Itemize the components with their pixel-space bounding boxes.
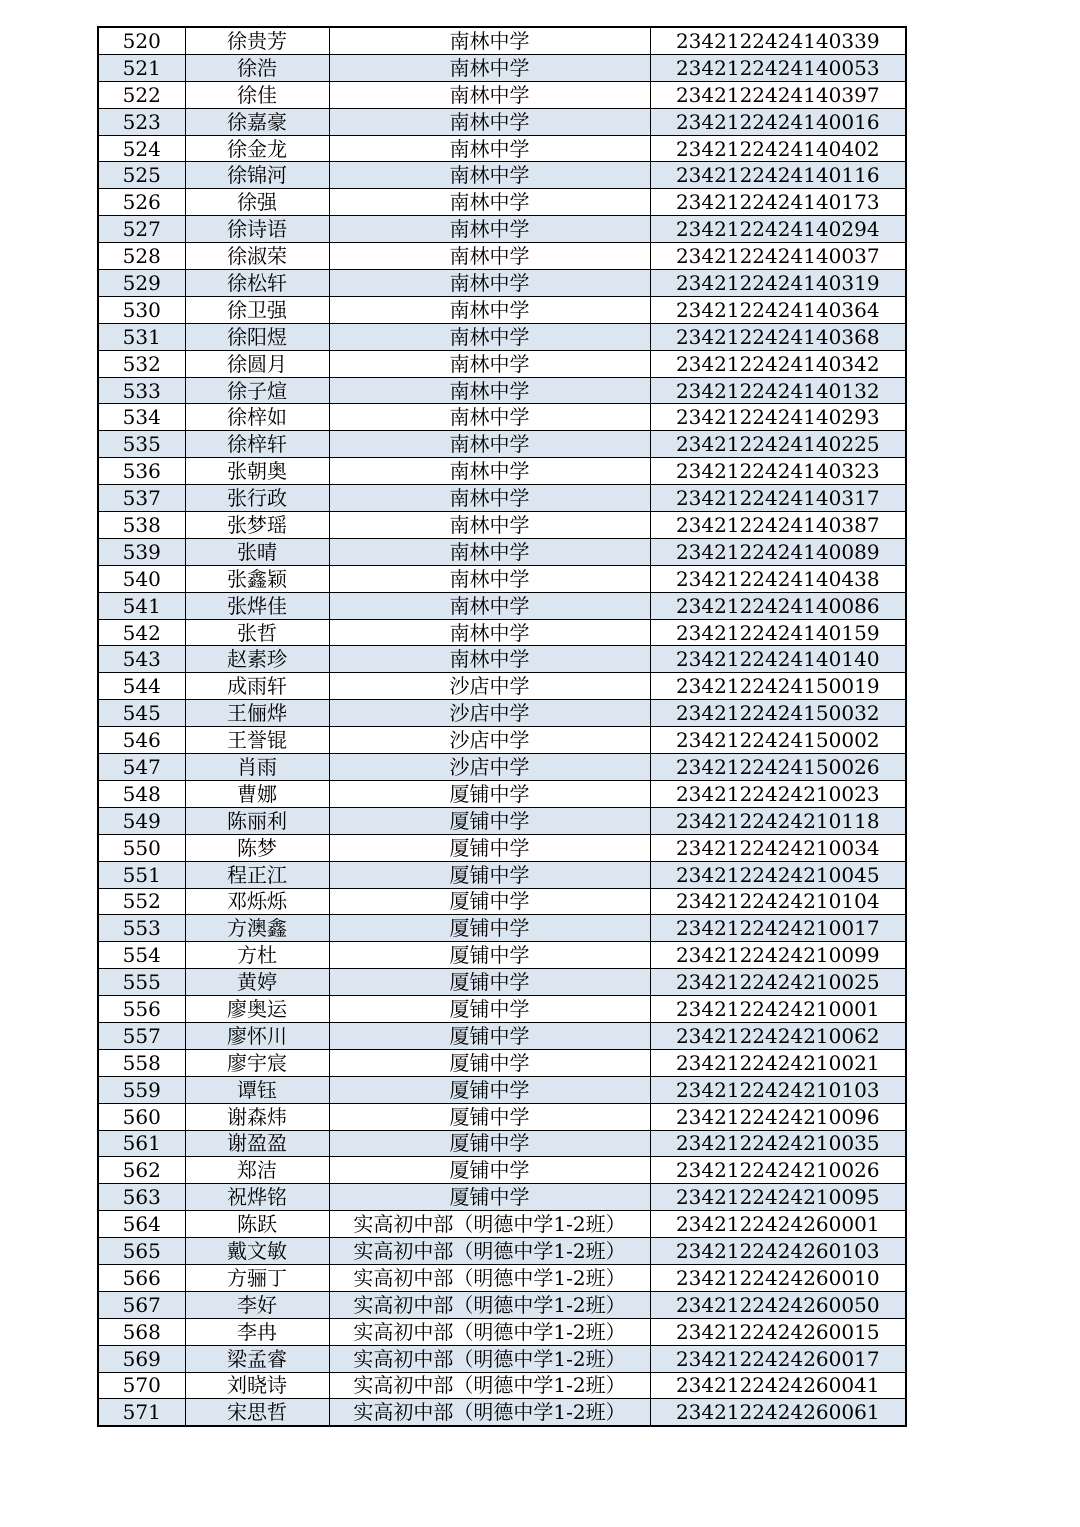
cell-exam-id: 2342122424150019 bbox=[650, 673, 906, 700]
cell-school: 南林中学 bbox=[329, 565, 650, 592]
cell-number: 561 bbox=[98, 1130, 185, 1157]
cell-number: 538 bbox=[98, 512, 185, 539]
cell-name: 曹娜 bbox=[185, 780, 329, 807]
cell-school: 厦铺中学 bbox=[329, 1076, 650, 1103]
cell-exam-id: 2342122424260103 bbox=[650, 1238, 906, 1265]
table-row bbox=[98, 996, 906, 1023]
cell-number: 533 bbox=[98, 377, 185, 404]
cell-number: 568 bbox=[98, 1318, 185, 1345]
cell-exam-id: 2342122424140339 bbox=[650, 27, 906, 54]
cell-name: 刘晓诗 bbox=[185, 1372, 329, 1399]
cell-exam-id: 2342122424260017 bbox=[650, 1345, 906, 1372]
table-row bbox=[98, 108, 906, 135]
cell-school: 厦铺中学 bbox=[329, 780, 650, 807]
table-row bbox=[98, 1238, 906, 1265]
cell-number: 560 bbox=[98, 1103, 185, 1130]
cell-number: 544 bbox=[98, 673, 185, 700]
cell-exam-id: 2342122424140317 bbox=[650, 485, 906, 512]
table-row bbox=[98, 135, 906, 162]
cell-name: 徐梓如 bbox=[185, 404, 329, 431]
cell-school: 厦铺中学 bbox=[329, 996, 650, 1023]
cell-name: 肖雨 bbox=[185, 754, 329, 781]
cell-name: 王俪烨 bbox=[185, 700, 329, 727]
cell-number: 557 bbox=[98, 1022, 185, 1049]
table-row bbox=[98, 189, 906, 216]
cell-name: 徐嘉豪 bbox=[185, 108, 329, 135]
cell-name: 陈跃 bbox=[185, 1211, 329, 1238]
cell-number: 524 bbox=[98, 135, 185, 162]
cell-number: 549 bbox=[98, 807, 185, 834]
table-row bbox=[98, 646, 906, 673]
cell-number: 548 bbox=[98, 780, 185, 807]
table-row bbox=[98, 54, 906, 81]
cell-name: 张烨佳 bbox=[185, 592, 329, 619]
cell-exam-id: 2342122424140319 bbox=[650, 270, 906, 297]
table-row bbox=[98, 565, 906, 592]
table-row bbox=[98, 1157, 906, 1184]
cell-school: 实高初中部（明德中学1-2班） bbox=[329, 1291, 650, 1318]
cell-name: 徐诗语 bbox=[185, 216, 329, 243]
table-row bbox=[98, 377, 906, 404]
cell-school: 南林中学 bbox=[329, 538, 650, 565]
cell-name: 张行政 bbox=[185, 485, 329, 512]
cell-exam-id: 2342122424140140 bbox=[650, 646, 906, 673]
cell-exam-id: 2342122424260061 bbox=[650, 1399, 906, 1426]
cell-school: 厦铺中学 bbox=[329, 834, 650, 861]
table-row bbox=[98, 323, 906, 350]
cell-number: 569 bbox=[98, 1345, 185, 1372]
cell-number: 543 bbox=[98, 646, 185, 673]
cell-school: 南林中学 bbox=[329, 485, 650, 512]
table-row bbox=[98, 1211, 906, 1238]
cell-exam-id: 2342122424210104 bbox=[650, 888, 906, 915]
cell-name: 黄婷 bbox=[185, 969, 329, 996]
cell-exam-id: 2342122424210001 bbox=[650, 996, 906, 1023]
cell-number: 534 bbox=[98, 404, 185, 431]
cell-number: 531 bbox=[98, 323, 185, 350]
cell-school: 南林中学 bbox=[329, 189, 650, 216]
cell-number: 540 bbox=[98, 565, 185, 592]
table-row bbox=[98, 1318, 906, 1345]
cell-school: 南林中学 bbox=[329, 592, 650, 619]
cell-school: 南林中学 bbox=[329, 216, 650, 243]
cell-school: 实高初中部（明德中学1-2班） bbox=[329, 1264, 650, 1291]
cell-number: 526 bbox=[98, 189, 185, 216]
cell-exam-id: 2342122424210095 bbox=[650, 1184, 906, 1211]
cell-number: 545 bbox=[98, 700, 185, 727]
cell-name: 谭钰 bbox=[185, 1076, 329, 1103]
cell-exam-id: 2342122424140159 bbox=[650, 619, 906, 646]
cell-school: 南林中学 bbox=[329, 270, 650, 297]
table-row bbox=[98, 780, 906, 807]
cell-name: 谢盈盈 bbox=[185, 1130, 329, 1157]
cell-number: 523 bbox=[98, 108, 185, 135]
table-row bbox=[98, 431, 906, 458]
cell-number: 520 bbox=[98, 27, 185, 54]
cell-name: 程正江 bbox=[185, 861, 329, 888]
cell-school: 沙店中学 bbox=[329, 673, 650, 700]
cell-exam-id: 2342122424210099 bbox=[650, 942, 906, 969]
cell-exam-id: 2342122424210118 bbox=[650, 807, 906, 834]
cell-exam-id: 2342122424210017 bbox=[650, 915, 906, 942]
table-row bbox=[98, 512, 906, 539]
table-row bbox=[98, 1103, 906, 1130]
cell-number: 563 bbox=[98, 1184, 185, 1211]
cell-exam-id: 2342122424210025 bbox=[650, 969, 906, 996]
table-row bbox=[98, 350, 906, 377]
cell-number: 570 bbox=[98, 1372, 185, 1399]
cell-name: 陈梦 bbox=[185, 834, 329, 861]
cell-name: 张梦瑶 bbox=[185, 512, 329, 539]
cell-school: 厦铺中学 bbox=[329, 1184, 650, 1211]
cell-school: 南林中学 bbox=[329, 135, 650, 162]
cell-school: 南林中学 bbox=[329, 377, 650, 404]
cell-exam-id: 2342122424210103 bbox=[650, 1076, 906, 1103]
cell-name: 方杜 bbox=[185, 942, 329, 969]
cell-number: 555 bbox=[98, 969, 185, 996]
table-row bbox=[98, 485, 906, 512]
cell-number: 558 bbox=[98, 1049, 185, 1076]
cell-school: 厦铺中学 bbox=[329, 969, 650, 996]
cell-name: 祝烨铭 bbox=[185, 1184, 329, 1211]
cell-school: 南林中学 bbox=[329, 350, 650, 377]
cell-school: 厦铺中学 bbox=[329, 915, 650, 942]
cell-school: 厦铺中学 bbox=[329, 1157, 650, 1184]
cell-name: 徐松轩 bbox=[185, 270, 329, 297]
cell-name: 徐金龙 bbox=[185, 135, 329, 162]
cell-exam-id: 2342122424260015 bbox=[650, 1318, 906, 1345]
cell-name: 戴文敏 bbox=[185, 1238, 329, 1265]
table-row bbox=[98, 1372, 906, 1399]
cell-name: 赵素珍 bbox=[185, 646, 329, 673]
cell-exam-id: 2342122424140294 bbox=[650, 216, 906, 243]
cell-exam-id: 2342122424140089 bbox=[650, 538, 906, 565]
cell-number: 553 bbox=[98, 915, 185, 942]
cell-number: 528 bbox=[98, 243, 185, 270]
cell-school: 实高初中部（明德中学1-2班） bbox=[329, 1372, 650, 1399]
cell-name: 徐卫强 bbox=[185, 296, 329, 323]
table-row bbox=[98, 969, 906, 996]
cell-exam-id: 2342122424140323 bbox=[650, 458, 906, 485]
cell-number: 521 bbox=[98, 54, 185, 81]
cell-number: 565 bbox=[98, 1238, 185, 1265]
cell-school: 南林中学 bbox=[329, 162, 650, 189]
cell-number: 551 bbox=[98, 861, 185, 888]
cell-exam-id: 2342122424150002 bbox=[650, 727, 906, 754]
cell-name: 张晴 bbox=[185, 538, 329, 565]
cell-school: 南林中学 bbox=[329, 458, 650, 485]
cell-exam-id: 2342122424210026 bbox=[650, 1157, 906, 1184]
cell-exam-id: 2342122424210062 bbox=[650, 1022, 906, 1049]
cell-number: 539 bbox=[98, 538, 185, 565]
table-row bbox=[98, 700, 906, 727]
cell-school: 南林中学 bbox=[329, 81, 650, 108]
cell-school: 南林中学 bbox=[329, 243, 650, 270]
cell-number: 571 bbox=[98, 1399, 185, 1426]
cell-school: 实高初中部（明德中学1-2班） bbox=[329, 1399, 650, 1426]
table-row bbox=[98, 1049, 906, 1076]
cell-exam-id: 2342122424140387 bbox=[650, 512, 906, 539]
cell-school: 实高初中部（明德中学1-2班） bbox=[329, 1211, 650, 1238]
cell-name: 徐贵芳 bbox=[185, 27, 329, 54]
table-row bbox=[98, 1022, 906, 1049]
table-row bbox=[98, 538, 906, 565]
table-row bbox=[98, 1291, 906, 1318]
cell-school: 厦铺中学 bbox=[329, 861, 650, 888]
table-row bbox=[98, 1076, 906, 1103]
cell-school: 南林中学 bbox=[329, 323, 650, 350]
table-row bbox=[98, 162, 906, 189]
cell-exam-id: 2342122424260010 bbox=[650, 1264, 906, 1291]
cell-number: 559 bbox=[98, 1076, 185, 1103]
cell-number: 541 bbox=[98, 592, 185, 619]
cell-exam-id: 2342122424140132 bbox=[650, 377, 906, 404]
cell-school: 南林中学 bbox=[329, 404, 650, 431]
cell-exam-id: 2342122424260001 bbox=[650, 1211, 906, 1238]
cell-name: 廖宇宸 bbox=[185, 1049, 329, 1076]
table-row bbox=[98, 807, 906, 834]
cell-exam-id: 2342122424210034 bbox=[650, 834, 906, 861]
cell-number: 554 bbox=[98, 942, 185, 969]
cell-school: 厦铺中学 bbox=[329, 888, 650, 915]
table-row bbox=[98, 27, 906, 54]
cell-number: 536 bbox=[98, 458, 185, 485]
cell-name: 徐阳煜 bbox=[185, 323, 329, 350]
cell-exam-id: 2342122424140402 bbox=[650, 135, 906, 162]
cell-name: 王誉锟 bbox=[185, 727, 329, 754]
cell-school: 实高初中部（明德中学1-2班） bbox=[329, 1345, 650, 1372]
cell-exam-id: 2342122424210023 bbox=[650, 780, 906, 807]
table-row bbox=[98, 243, 906, 270]
cell-school: 厦铺中学 bbox=[329, 1130, 650, 1157]
cell-exam-id: 2342122424140368 bbox=[650, 323, 906, 350]
cell-number: 546 bbox=[98, 727, 185, 754]
cell-exam-id: 2342122424140037 bbox=[650, 243, 906, 270]
cell-name: 徐锦河 bbox=[185, 162, 329, 189]
cell-name: 张朝奥 bbox=[185, 458, 329, 485]
cell-school: 南林中学 bbox=[329, 27, 650, 54]
cell-exam-id: 2342122424140086 bbox=[650, 592, 906, 619]
cell-school: 南林中学 bbox=[329, 646, 650, 673]
cell-exam-id: 2342122424260041 bbox=[650, 1372, 906, 1399]
cell-name: 徐梓轩 bbox=[185, 431, 329, 458]
cell-school: 实高初中部（明德中学1-2班） bbox=[329, 1238, 650, 1265]
cell-exam-id: 2342122424140116 bbox=[650, 162, 906, 189]
roster-table bbox=[97, 26, 907, 1427]
cell-number: 542 bbox=[98, 619, 185, 646]
cell-school: 南林中学 bbox=[329, 54, 650, 81]
table-row bbox=[98, 942, 906, 969]
cell-exam-id: 2342122424140293 bbox=[650, 404, 906, 431]
cell-name: 谢森炜 bbox=[185, 1103, 329, 1130]
cell-number: 566 bbox=[98, 1264, 185, 1291]
table-row bbox=[98, 1130, 906, 1157]
cell-name: 徐子煊 bbox=[185, 377, 329, 404]
table-row bbox=[98, 888, 906, 915]
table-row bbox=[98, 754, 906, 781]
table-row bbox=[98, 404, 906, 431]
cell-school: 厦铺中学 bbox=[329, 942, 650, 969]
cell-school: 实高初中部（明德中学1-2班） bbox=[329, 1318, 650, 1345]
cell-school: 沙店中学 bbox=[329, 754, 650, 781]
cell-name: 张哲 bbox=[185, 619, 329, 646]
cell-number: 522 bbox=[98, 81, 185, 108]
cell-number: 552 bbox=[98, 888, 185, 915]
cell-name: 徐佳 bbox=[185, 81, 329, 108]
table-row bbox=[98, 1264, 906, 1291]
cell-name: 邓烁烁 bbox=[185, 888, 329, 915]
cell-name: 徐圆月 bbox=[185, 350, 329, 377]
cell-name: 徐浩 bbox=[185, 54, 329, 81]
cell-exam-id: 2342122424210045 bbox=[650, 861, 906, 888]
cell-name: 李好 bbox=[185, 1291, 329, 1318]
table-row bbox=[98, 1184, 906, 1211]
table-row bbox=[98, 861, 906, 888]
cell-number: 535 bbox=[98, 431, 185, 458]
cell-number: 547 bbox=[98, 754, 185, 781]
cell-school: 厦铺中学 bbox=[329, 1103, 650, 1130]
cell-name: 张鑫颖 bbox=[185, 565, 329, 592]
cell-number: 550 bbox=[98, 834, 185, 861]
cell-name: 陈丽利 bbox=[185, 807, 329, 834]
cell-number: 530 bbox=[98, 296, 185, 323]
cell-school: 南林中学 bbox=[329, 431, 650, 458]
cell-school: 沙店中学 bbox=[329, 700, 650, 727]
cell-name: 宋思哲 bbox=[185, 1399, 329, 1426]
cell-number: 556 bbox=[98, 996, 185, 1023]
cell-school: 南林中学 bbox=[329, 296, 650, 323]
cell-exam-id: 2342122424210021 bbox=[650, 1049, 906, 1076]
cell-exam-id: 2342122424140397 bbox=[650, 81, 906, 108]
table-row bbox=[98, 592, 906, 619]
cell-exam-id: 2342122424210035 bbox=[650, 1130, 906, 1157]
cell-name: 廖怀川 bbox=[185, 1022, 329, 1049]
cell-number: 532 bbox=[98, 350, 185, 377]
table-row bbox=[98, 619, 906, 646]
cell-name: 徐强 bbox=[185, 189, 329, 216]
cell-school: 南林中学 bbox=[329, 512, 650, 539]
table-row bbox=[98, 81, 906, 108]
cell-exam-id: 2342122424140053 bbox=[650, 54, 906, 81]
cell-name: 方澳鑫 bbox=[185, 915, 329, 942]
cell-school: 厦铺中学 bbox=[329, 1049, 650, 1076]
cell-exam-id: 2342122424140342 bbox=[650, 350, 906, 377]
cell-name: 梁孟睿 bbox=[185, 1345, 329, 1372]
cell-number: 529 bbox=[98, 270, 185, 297]
table-row bbox=[98, 834, 906, 861]
table-row bbox=[98, 458, 906, 485]
cell-exam-id: 2342122424150032 bbox=[650, 700, 906, 727]
table-row bbox=[98, 1345, 906, 1372]
cell-number: 525 bbox=[98, 162, 185, 189]
table-row bbox=[98, 727, 906, 754]
cell-exam-id: 2342122424140173 bbox=[650, 189, 906, 216]
table-row bbox=[98, 296, 906, 323]
cell-name: 郑洁 bbox=[185, 1157, 329, 1184]
cell-number: 537 bbox=[98, 485, 185, 512]
cell-exam-id: 2342122424210096 bbox=[650, 1103, 906, 1130]
table-row bbox=[98, 216, 906, 243]
cell-exam-id: 2342122424140225 bbox=[650, 431, 906, 458]
table-row bbox=[98, 673, 906, 700]
cell-exam-id: 2342122424140016 bbox=[650, 108, 906, 135]
cell-school: 南林中学 bbox=[329, 619, 650, 646]
cell-number: 564 bbox=[98, 1211, 185, 1238]
table-row bbox=[98, 270, 906, 297]
cell-name: 成雨轩 bbox=[185, 673, 329, 700]
roster-table-body bbox=[98, 27, 906, 1426]
cell-exam-id: 2342122424260050 bbox=[650, 1291, 906, 1318]
cell-school: 沙店中学 bbox=[329, 727, 650, 754]
cell-exam-id: 2342122424140438 bbox=[650, 565, 906, 592]
table-row bbox=[98, 915, 906, 942]
cell-school: 厦铺中学 bbox=[329, 807, 650, 834]
cell-name: 方骊丁 bbox=[185, 1264, 329, 1291]
cell-school: 厦铺中学 bbox=[329, 1022, 650, 1049]
cell-number: 527 bbox=[98, 216, 185, 243]
table-row bbox=[98, 1399, 906, 1426]
cell-name: 廖奥运 bbox=[185, 996, 329, 1023]
cell-number: 567 bbox=[98, 1291, 185, 1318]
cell-name: 徐淑荣 bbox=[185, 243, 329, 270]
cell-exam-id: 2342122424140364 bbox=[650, 296, 906, 323]
cell-exam-id: 2342122424150026 bbox=[650, 754, 906, 781]
cell-number: 562 bbox=[98, 1157, 185, 1184]
cell-school: 南林中学 bbox=[329, 108, 650, 135]
cell-name: 李冉 bbox=[185, 1318, 329, 1345]
